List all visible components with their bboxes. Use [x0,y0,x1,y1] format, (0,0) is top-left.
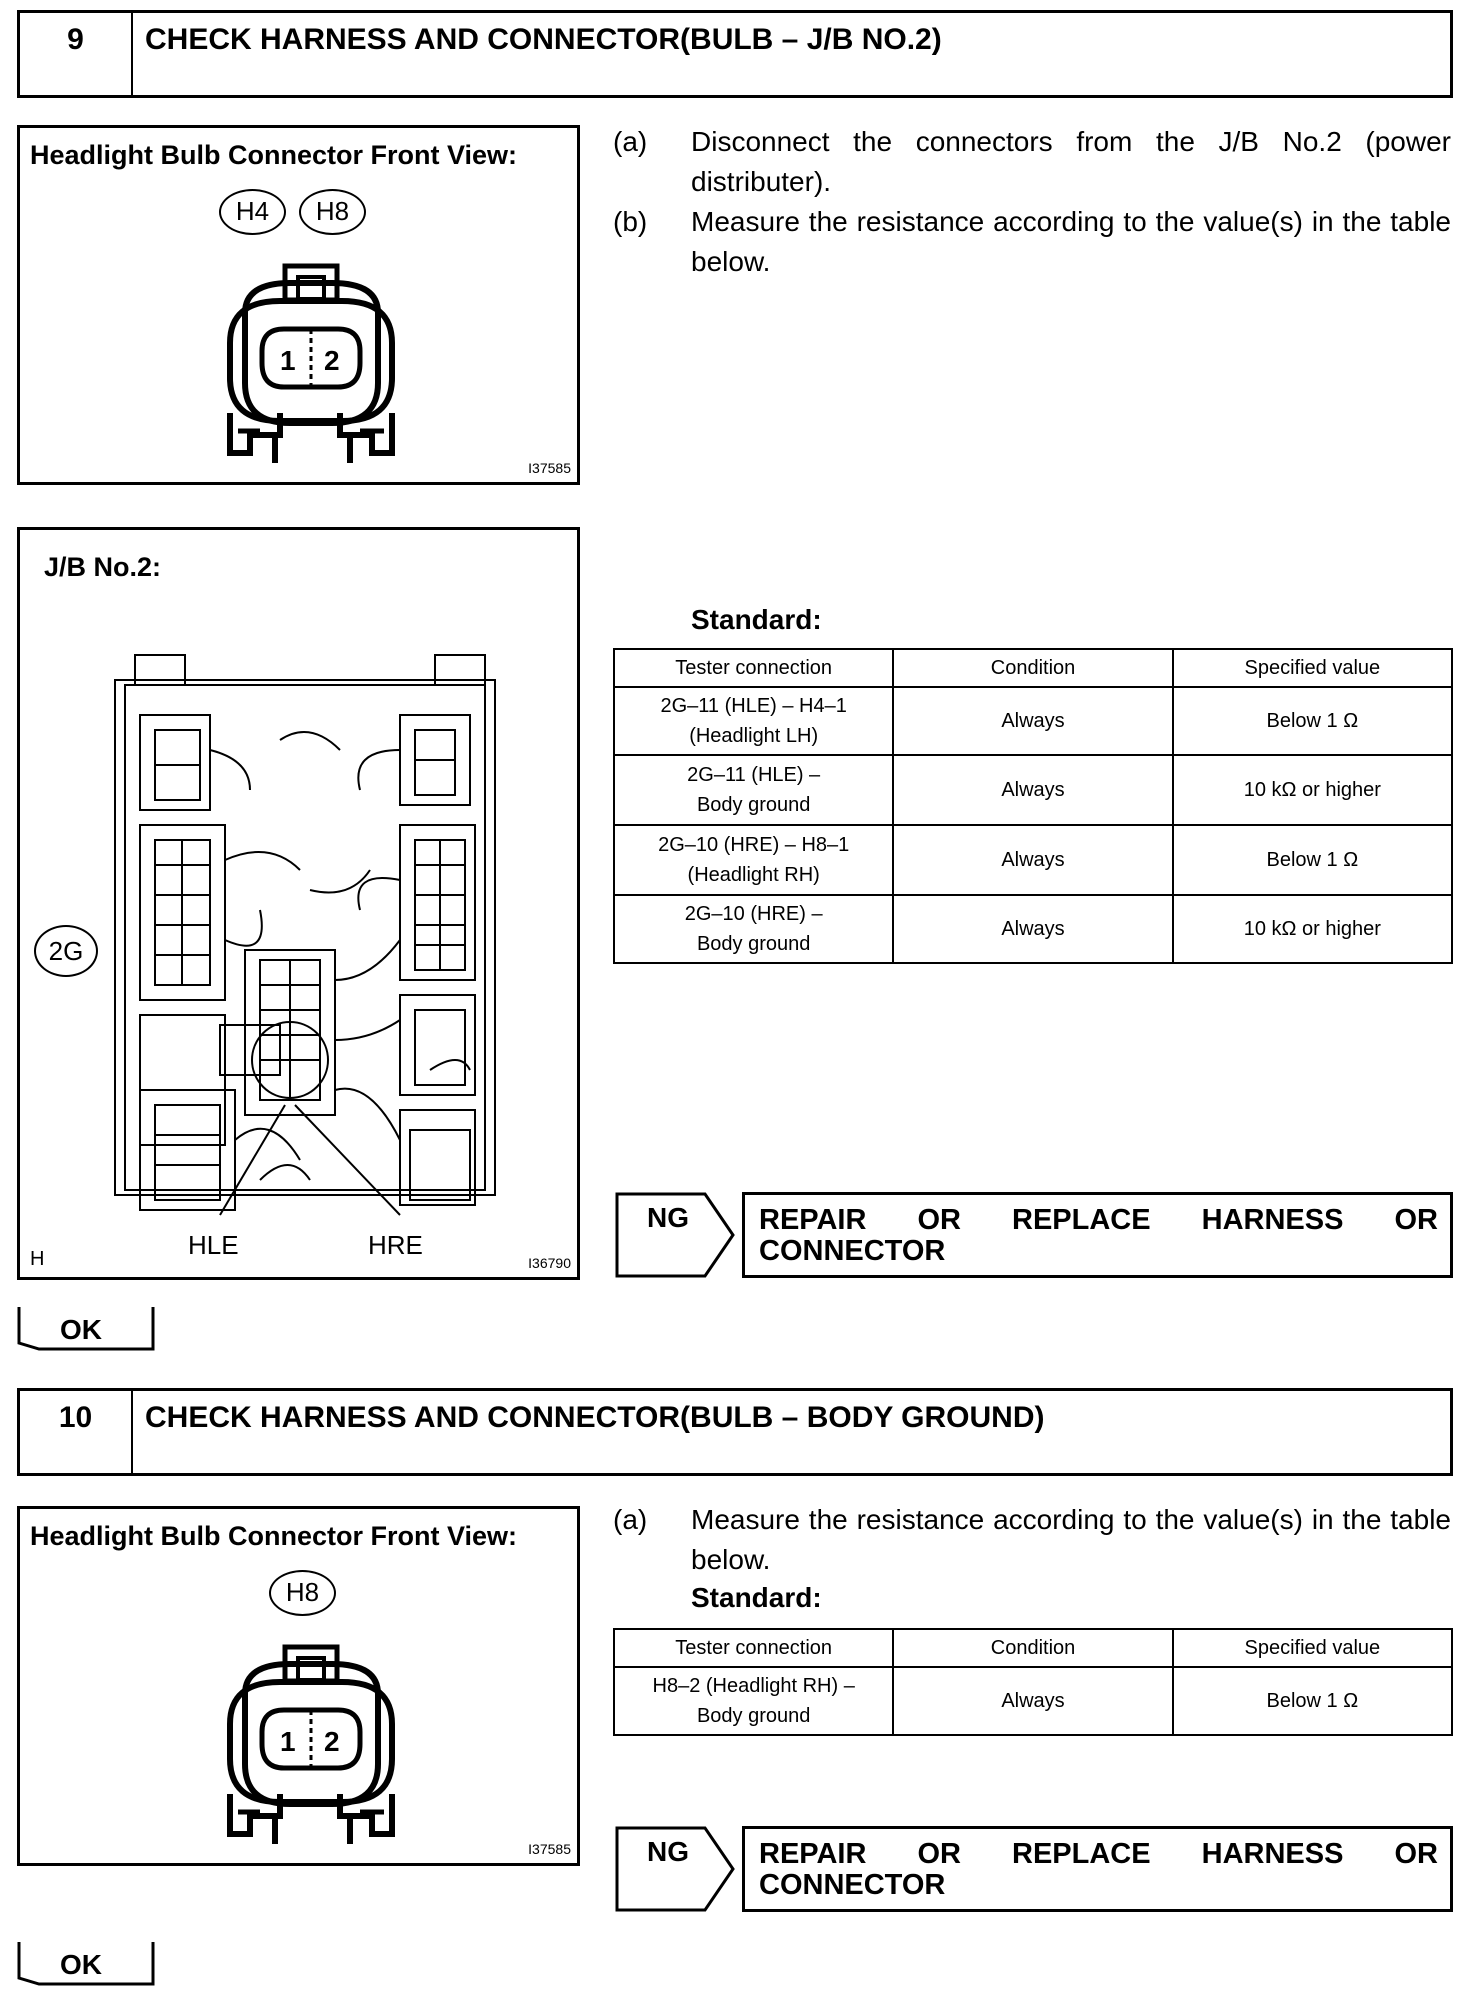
spec-table [613,1628,1453,1736]
table-cell: 2G–11 (HLE) – [687,764,821,786]
step-a [613,122,1453,202]
table-header: Condition [893,649,1172,687]
section-10-number: 10 [20,1391,133,1473]
ng-action-box [742,1826,1453,1912]
table-row [614,755,1452,825]
step-label: (a) [613,126,648,157]
table-cell: Below 1 Ω [1173,687,1452,755]
figure-title: J/B No.2: [44,552,162,582]
table-header: Specified value [1173,1629,1452,1667]
headlight-connector-figure [17,1506,580,1866]
ok-label: OK [60,1949,102,1980]
step-a [613,1500,1453,1580]
table-cell: Body ground [696,933,811,955]
ng-label: NG [647,1202,689,1233]
section-9-header [17,10,1453,98]
connector-label-h8: H8 [299,189,366,235]
table-cell: H8–2 (Headlight RH) – [652,1675,855,1697]
table-cell: 2G–10 (HRE) – H8–1 [658,834,850,856]
table-cell: (Headlight RH) [687,864,820,886]
ng-result [615,1192,1453,1278]
section-10-title: CHECK HARNESS AND CONNECTOR(BULB – BODY GROUND) [145,1401,1045,1434]
section-9-title: CHECK HARNESS AND CONNECTOR(BULB – J/B NO.2) [145,23,942,56]
table-cell: Always [893,825,1172,895]
table-cell: Body ground [696,1705,811,1727]
pin-1-label: 1 [280,345,296,376]
ng-action-line1: REPAIR OR REPLACE HARNESS OR [759,1204,1438,1236]
standard-label: Standard: [691,1582,822,1613]
pin-label-hle: HLE [188,1230,239,1260]
connector-label-h4: H4 [219,189,286,235]
table-cell: 10 kΩ or higher [1173,755,1452,825]
pin-2-label: 2 [324,345,340,376]
pin-1-label: 1 [280,1726,296,1757]
table-header: Specified value [1173,649,1452,687]
table-cell: Body ground [696,794,811,816]
section-10-header [17,1388,1453,1476]
headlight-connector-figure [17,125,580,485]
connector-label-h8: H8 [269,1570,336,1616]
step-text: Disconnect the connectors from the J/B No.2 (power distributer). [691,126,1451,197]
junction-block-drawing [110,640,520,1220]
ng-result [615,1826,1453,1912]
pin-label-hre: HRE [368,1230,423,1260]
step-label: (b) [613,206,648,237]
table-header: Tester connection [614,649,893,687]
pin-2-label: 2 [324,1726,340,1757]
table-row [614,687,1452,755]
jb-no2-figure [17,527,580,1280]
table-row [614,825,1452,895]
figure-id: I37585 [528,1841,571,1857]
spec-table [613,648,1453,964]
table-row [614,1667,1452,1735]
table-cell: 2G–11 (HLE) – H4–1 [660,695,847,717]
table-cell: Below 1 Ω [1173,825,1452,895]
table-cell: Always [893,1667,1172,1735]
step-text: Measure the resistance according to the value(s) in the table below. [691,206,1451,277]
corner-letter: H [30,1248,45,1270]
step-label: (a) [613,1504,648,1535]
ng-action-line2: CONNECTOR [759,1235,946,1267]
ok-label: OK [60,1314,102,1345]
ng-action-line2: CONNECTOR [759,1869,946,1901]
table-cell: Always [893,687,1172,755]
table-cell: (Headlight LH) [689,725,819,747]
connector-label-2g: 2G [34,925,98,977]
table-cell: 2G–10 (HRE) – [684,903,823,925]
figure-title: Headlight Bulb Connector Front View: [30,140,518,170]
ng-label: NG [647,1836,689,1867]
table-row [614,895,1452,963]
table-cell: Always [893,895,1172,963]
figure-id: I37585 [528,460,571,476]
table-header: Condition [893,1629,1172,1667]
table-cell: Below 1 Ω [1173,1667,1452,1735]
table-cell: Always [893,755,1172,825]
table-cell: 10 kΩ or higher [1173,895,1452,963]
connector-front-view-drawing [200,263,420,473]
connector-front-view-drawing [200,1644,420,1854]
figure-title: Headlight Bulb Connector Front View: [30,1521,518,1551]
ng-action-box [742,1192,1453,1278]
standard-label: Standard: [691,604,822,635]
section-9-number: 9 [20,13,133,95]
step-text: Measure the resistance according to the value(s) in the table below. [691,1504,1451,1575]
ng-action-line1: REPAIR OR REPLACE HARNESS OR [759,1838,1438,1870]
figure-id: I36790 [528,1255,571,1271]
table-header: Tester connection [614,1629,893,1667]
step-b [613,202,1453,282]
